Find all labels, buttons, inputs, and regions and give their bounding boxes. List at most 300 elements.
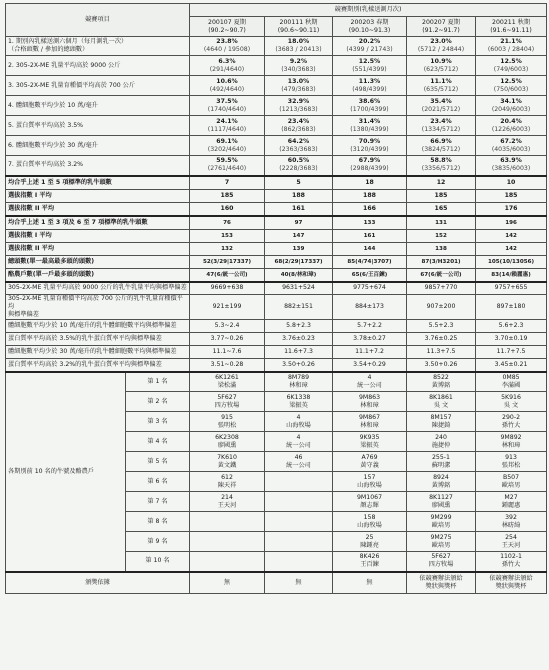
statistic-value	[407, 346, 476, 359]
cow-and-farm	[476, 492, 547, 512]
cell-text: 黃文鐵	[217, 461, 237, 469]
cell-text: A769	[361, 453, 378, 461]
cow-and-farm	[265, 432, 333, 452]
cell-text: 體細胞數平均少於 10 萬/毫升的乳牛體細胞數平均與標準偏差	[8, 322, 177, 329]
criterion-value	[190, 136, 265, 156]
cell-text: 132	[221, 246, 233, 252]
cell-text: 133	[363, 219, 376, 226]
cell-text: 884±173	[355, 303, 384, 310]
cell-text: 山海牧場	[357, 481, 382, 489]
cell-text: 蛋白質率平均高於 3.2%的乳牛蛋白質率平均與標準偏差	[8, 360, 162, 368]
table-row	[6, 4, 547, 17]
cow-and-farm	[333, 552, 407, 572]
summary-label	[6, 256, 190, 269]
cell-text: 競賽項目	[85, 16, 110, 23]
criterion-value	[333, 156, 407, 176]
statistic-value	[476, 320, 547, 333]
cell-text: 無	[366, 578, 373, 586]
cow-and-farm	[265, 492, 333, 512]
cell-text: 305-2X-ME 乳量平均高於 9000 公斤的乳牛乳量平均與標準偏差	[8, 284, 187, 292]
cell-text: 鍾麗惠	[501, 501, 521, 509]
cow-and-farm	[265, 472, 333, 492]
cell-text: 157	[363, 473, 376, 481]
cell-text: 9M299	[430, 513, 452, 521]
cell-text: 第 4 名	[147, 437, 168, 445]
cell-text: (90.10~91.3)	[348, 26, 391, 34]
summary-value	[333, 176, 407, 190]
criterion-value	[190, 156, 265, 176]
cell-text: 23.4%	[287, 117, 310, 125]
cell-text: (479/3683)	[281, 85, 316, 93]
summary-value	[407, 256, 476, 269]
cell-text: 孫竹大	[501, 561, 521, 569]
summary-value	[265, 216, 333, 230]
cell-text: 105(10/13056)	[487, 259, 535, 265]
cell-text: 蛋白質率平均高於 3.5%的乳牛蛋白質率平均與標準偏差	[8, 335, 162, 342]
summary-value	[407, 243, 476, 256]
criterion-value	[333, 76, 407, 96]
award-label	[6, 572, 190, 594]
cell-text: 5.8+2.3	[286, 322, 311, 329]
summary-value	[476, 190, 547, 203]
cell-text: (551/4399)	[352, 65, 387, 73]
cell-text: 9M892	[500, 433, 522, 441]
statistic-label	[6, 282, 190, 295]
cow-and-farm	[476, 532, 547, 552]
summary-value	[407, 230, 476, 243]
table-row	[6, 572, 547, 594]
cell-text: 吳 文	[503, 401, 519, 409]
cell-text: 21.1%	[500, 38, 522, 45]
statistic-value	[333, 359, 407, 372]
criterion-value	[265, 76, 333, 96]
summary-value	[265, 256, 333, 269]
cell-text: 第 7 名	[147, 497, 168, 505]
criterion-value	[407, 116, 476, 136]
cell-text: 612	[221, 473, 233, 481]
award-basis	[265, 572, 333, 594]
criterion-value	[476, 56, 547, 76]
statistic-value	[333, 282, 407, 295]
cell-text: 882±151	[284, 303, 313, 310]
cow-and-farm	[265, 512, 333, 532]
cell-text: 200203 春期	[350, 18, 389, 26]
table-row	[6, 230, 547, 243]
table-row	[6, 203, 547, 216]
cell-text: 12	[436, 178, 446, 186]
cow-and-farm	[333, 372, 407, 392]
cell-text: 138	[435, 246, 447, 252]
rank-label	[126, 512, 190, 532]
cell-text: 12.5%	[358, 57, 381, 65]
cell-text: 3.78±0.27	[353, 335, 386, 342]
statistic-value	[190, 359, 265, 372]
summary-label	[6, 203, 190, 216]
criterion-label	[6, 56, 190, 76]
cell-text: 與標準偏差	[8, 311, 39, 318]
cell-text: 305-2X-ME 乳量育種價平均高於 700 公斤的乳牛乳量育種價平均	[8, 295, 183, 310]
cell-text: (6003 / 28404)	[487, 46, 535, 53]
cell-text: 四方牧場	[214, 401, 240, 409]
cell-text: 67(6/統一公司)	[420, 271, 462, 278]
table-row	[6, 372, 547, 392]
cell-text: 7	[224, 178, 230, 186]
statistic-label	[6, 359, 190, 372]
cell-text: (862/3683)	[281, 125, 316, 133]
criterion-value	[190, 76, 265, 96]
cow-and-farm	[407, 432, 476, 452]
cell-text: 68(2/29|17337)	[274, 259, 323, 265]
cow-and-farm	[190, 532, 265, 552]
statistic-value	[476, 295, 547, 320]
statistic-value	[333, 346, 407, 359]
cell-text: 黃博銘	[431, 381, 451, 389]
cow-and-farm	[190, 472, 265, 492]
cell-text: (3202/4640)	[207, 145, 247, 153]
cell-text: 陳鍾亮	[360, 541, 379, 549]
cell-text: 20.2%	[358, 38, 381, 45]
cell-text: 依競賽辦法頒給	[489, 574, 533, 582]
cell-text: 體細胞數平均少於 30 萬/毫升的乳牛體細胞數平均與標準偏差	[8, 348, 177, 355]
cell-text: 山海牧場	[357, 521, 382, 529]
cow-and-farm	[333, 432, 407, 452]
criterion-value	[265, 116, 333, 136]
cell-text: 65(6/王百鍊)	[351, 271, 388, 278]
summary-value	[190, 190, 265, 203]
criterion-value	[407, 136, 476, 156]
summary-value	[333, 243, 407, 256]
criterion-value	[476, 156, 547, 176]
cell-text: 林和璋	[360, 401, 379, 409]
cell-text: 139	[292, 246, 305, 252]
summary-value	[265, 243, 333, 256]
criterion-value	[476, 116, 547, 136]
cell-text: 9631+524	[282, 284, 315, 292]
cell-text: 3.50+0.26	[424, 360, 458, 368]
cow-and-farm	[190, 512, 265, 532]
cow-and-farm	[265, 552, 333, 572]
cow-and-farm	[190, 372, 265, 392]
cell-text: 無	[295, 578, 302, 586]
rank-label	[126, 452, 190, 472]
cell-text: 4	[367, 373, 372, 381]
cell-text: 9M863	[358, 393, 381, 401]
cell-text: 160	[220, 204, 234, 212]
table-row	[6, 76, 547, 96]
criterion-value	[265, 37, 333, 56]
cell-text: （合格頭數 / 參加的總頭數）	[8, 46, 89, 53]
table-row	[6, 37, 547, 56]
summary-value	[265, 269, 333, 282]
cell-text: 2. 305-2X-ME 乳量平均高於 9000 公斤	[8, 61, 121, 69]
statistic-value	[265, 295, 333, 320]
cell-text: (1700/4399)	[350, 105, 389, 113]
criterion-value	[407, 56, 476, 76]
cow-and-farm	[265, 532, 333, 552]
cell-text: 921±199	[212, 303, 242, 310]
period-column-header	[476, 17, 547, 37]
criterion-value	[265, 156, 333, 176]
cow-and-farm	[333, 532, 407, 552]
cell-text: 34.1%	[500, 97, 522, 105]
cell-text: 選拔指數 II 平均	[8, 245, 55, 252]
cell-text: 歐培男	[501, 481, 521, 489]
cell-text: 255-1	[432, 453, 450, 461]
cell-text: 10.9%	[430, 57, 452, 65]
cell-text: 5K916	[501, 393, 521, 401]
cell-text: 均合乎上述 1 至 3 項及 6 至 7 項標準的乳牛頭數	[8, 218, 148, 226]
table-row	[6, 216, 547, 230]
cell-text: 76	[223, 219, 231, 226]
table-row	[6, 56, 547, 76]
cell-text: (749/6003)	[493, 65, 529, 73]
cell-text: 147	[292, 233, 305, 239]
summary-value	[476, 203, 547, 216]
cell-text: 5.3~2.4	[214, 322, 240, 329]
cell-text: 第 6 名	[147, 477, 168, 485]
cell-text: 97	[294, 219, 303, 226]
cell-text: 176	[504, 204, 518, 212]
cell-text: 5. 蛋白質率平均高於 3.5%	[8, 121, 84, 129]
period-column-header	[333, 17, 407, 37]
cell-text: 9669+638	[210, 284, 244, 292]
criterion-label	[6, 76, 190, 96]
cow-and-farm	[333, 452, 407, 472]
cow-and-farm	[265, 412, 333, 432]
cell-text: 200211 秋期	[492, 18, 531, 26]
table-row	[6, 176, 547, 190]
cell-text: 142	[505, 246, 517, 252]
cow-and-farm	[476, 452, 547, 472]
cell-text: 3. 305-2X-ME 乳量育種價平均高於 700 公斤	[8, 81, 136, 89]
rank-label	[126, 392, 190, 412]
cell-text: 214	[221, 493, 233, 501]
cell-text: (90.2~90.7)	[208, 26, 246, 34]
cell-text: 孫竹大	[501, 421, 521, 429]
criterion-label	[6, 116, 190, 136]
criterion-value	[190, 116, 265, 136]
cell-text: 5.6+2.3	[498, 322, 524, 329]
cell-text: 3.76±0.23	[282, 335, 315, 342]
cell-text: 梁振英	[289, 401, 308, 409]
cell-text: 161	[292, 204, 305, 212]
cell-text: 196	[505, 219, 517, 226]
summary-value	[190, 243, 265, 256]
cow-and-farm	[407, 552, 476, 572]
cow-and-farm	[333, 492, 407, 512]
statistic-value	[265, 346, 333, 359]
criterion-value	[190, 96, 265, 116]
cell-text: 18	[365, 178, 374, 186]
rank-label	[126, 432, 190, 452]
cell-text: 3.54+0.29	[353, 360, 386, 368]
cell-text: 8K1127	[429, 493, 453, 501]
statistic-label	[6, 320, 190, 333]
statistic-value	[265, 333, 333, 346]
cell-text: 王天河	[217, 501, 237, 509]
cell-text: 3.77~0.26	[210, 335, 244, 342]
cell-text: 240	[435, 433, 447, 441]
statistic-value	[333, 320, 407, 333]
cell-text: 1102-1	[500, 553, 522, 561]
table-row	[6, 136, 547, 156]
cell-text: 王百鍊	[360, 561, 379, 569]
cell-text: 13.0%	[287, 77, 310, 85]
cell-text: 69.1%	[216, 137, 238, 145]
cell-text: 9K935	[359, 433, 380, 441]
cell-text: 52(3/29|17337)	[202, 259, 252, 265]
rank-label	[126, 412, 190, 432]
cell-text: 均合乎上述 1 至 5 項標準的乳牛頭數	[8, 178, 112, 186]
cell-text: 83(14/賴麗惠)	[491, 271, 531, 278]
cow-and-farm	[190, 492, 265, 512]
cell-text: 7. 蛋白質率平均高於 3.2%	[8, 161, 84, 169]
summary-value	[190, 269, 265, 282]
statistic-value	[190, 295, 265, 320]
criterion-value	[265, 56, 333, 76]
statistic-value	[190, 282, 265, 295]
cell-text: 67.2%	[500, 137, 522, 145]
cell-text: 11.1+7.2	[355, 348, 384, 355]
cell-text: 7K610	[217, 453, 237, 461]
cell-text: 王天河	[501, 541, 521, 549]
cell-text: 8M157	[430, 413, 452, 421]
cell-text: 統一公司	[286, 441, 311, 449]
cell-text: 897±180	[496, 303, 526, 310]
cow-and-farm	[476, 392, 547, 412]
cell-text: 廖國熏	[431, 501, 451, 509]
cell-text: 統一公司	[357, 381, 382, 389]
cell-text: 蘇明潔	[431, 461, 451, 469]
cell-text: 統一公司	[286, 461, 311, 469]
criterion-value	[407, 37, 476, 56]
statistic-value	[476, 346, 547, 359]
cell-text: 顏志輝	[360, 501, 379, 509]
cell-text: (3120/4399)	[350, 145, 389, 153]
cell-text: 153	[221, 233, 233, 239]
cell-text: 20.4%	[500, 117, 522, 125]
cell-text: 歐培男	[431, 541, 451, 549]
cell-text: 59.5%	[216, 157, 238, 165]
cell-text: 40(8/林和璋)	[280, 271, 317, 278]
cell-text: (2988/4399)	[350, 165, 389, 173]
cell-text: 3.76±0.25	[424, 335, 458, 342]
ranking-label	[6, 372, 126, 572]
cell-text: 林和璋	[289, 381, 308, 389]
cow-and-farm	[407, 452, 476, 472]
cell-text: (1213/3683)	[279, 105, 318, 113]
cell-text: (5712 / 24844)	[417, 46, 465, 53]
cow-and-farm	[476, 552, 547, 572]
cell-text: 第 5 名	[147, 457, 168, 465]
table-row	[6, 282, 547, 295]
cell-text: 8K426	[359, 553, 380, 561]
table-row	[6, 96, 547, 116]
award-basis	[407, 572, 476, 594]
statistic-value	[407, 282, 476, 295]
cell-text: (3683 / 20413)	[275, 46, 322, 53]
cell-text: 907±200	[426, 303, 456, 310]
summary-value	[407, 203, 476, 216]
cell-text: 0M85	[502, 373, 520, 381]
cell-text: 林和璋	[501, 441, 521, 449]
cell-text: 290-2	[502, 413, 521, 421]
cell-text: 4	[296, 433, 301, 441]
statistic-value	[190, 346, 265, 359]
cell-text: 8M789	[287, 373, 310, 381]
cell-text: 黃守義	[360, 461, 379, 469]
period-column-header	[265, 17, 333, 37]
summary-value	[407, 176, 476, 190]
cell-text: 酪農戶數(單一戶最多頭的頭數)	[8, 270, 95, 278]
summary-value	[190, 256, 265, 269]
summary-value	[333, 256, 407, 269]
summary-label	[6, 176, 190, 190]
cell-text: 185	[504, 192, 518, 199]
cell-text: (498/4399)	[352, 85, 387, 93]
criterion-label	[6, 156, 190, 176]
cow-and-farm	[265, 372, 333, 392]
cell-text: B507	[503, 473, 520, 481]
cow-and-farm	[407, 392, 476, 412]
rank-label	[126, 552, 190, 572]
table-row	[6, 156, 547, 176]
period-column-header	[190, 17, 265, 37]
cell-text: (2228/3683)	[279, 165, 318, 173]
cell-text: 林和璋	[360, 421, 379, 429]
criterion-value	[265, 136, 333, 156]
statistic-label	[6, 346, 190, 359]
cell-text: (291/4640)	[209, 65, 245, 73]
cell-text: 張邦松	[501, 461, 521, 469]
cell-text: 3.51~0.28	[210, 360, 244, 368]
cell-text: 915	[221, 413, 233, 421]
cow-and-farm	[265, 452, 333, 472]
cell-text: 第 9 名	[147, 537, 168, 545]
criterion-value	[333, 116, 407, 136]
cell-text: (340/3683)	[281, 65, 316, 73]
criterion-value	[407, 156, 476, 176]
cell-text: 46	[294, 453, 303, 461]
cell-text: 3.45±0.21	[494, 360, 528, 368]
summary-value	[476, 176, 547, 190]
table-row	[6, 256, 547, 269]
cell-text: (4640 / 19508)	[203, 46, 251, 53]
cow-and-farm	[407, 412, 476, 432]
table-row	[6, 333, 547, 346]
cell-text: 188	[292, 192, 305, 199]
criterion-value	[476, 37, 547, 56]
cell-text: 38.6%	[358, 97, 381, 105]
summary-value	[476, 256, 547, 269]
cell-text: 47(6/統一公司)	[206, 271, 248, 278]
cell-text: 6. 體細胞數平均少於 30 萬/毫升	[8, 141, 98, 149]
table-row	[6, 320, 547, 333]
cell-text: 第 2 名	[147, 397, 168, 405]
cell-text: 林昉綺	[501, 521, 521, 529]
cell-text: 9M1067	[356, 493, 383, 501]
summary-label	[6, 243, 190, 256]
cell-text: 166	[363, 204, 376, 212]
statistic-value	[407, 320, 476, 333]
table-row	[6, 243, 547, 256]
statistic-value	[407, 333, 476, 346]
cell-text: 12.5%	[500, 77, 522, 85]
criterion-value	[333, 136, 407, 156]
summary-label	[6, 190, 190, 203]
criterion-value	[476, 96, 547, 116]
criterion-label	[6, 96, 190, 116]
